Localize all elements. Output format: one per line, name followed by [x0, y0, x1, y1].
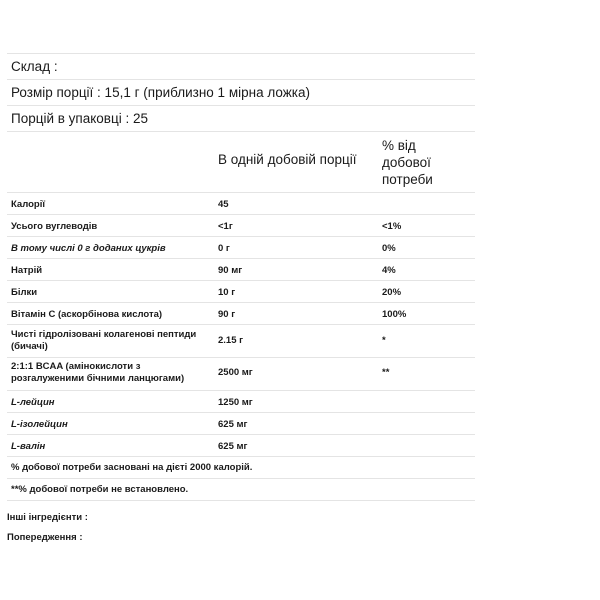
footnote-daily-value: % добової потреби засновані на дієті 2000 калорій. [7, 456, 475, 478]
nutrient-amount: 0 г [218, 243, 230, 254]
composition-label: Склад : [7, 53, 475, 79]
table-row [7, 357, 475, 390]
nutrient-daily-value: * [382, 335, 386, 346]
nutrient-daily-value: 20% [382, 287, 402, 298]
nutrient-name: L-лейцин [11, 397, 55, 408]
footnote-not-established: **% добової потреби не встановлено. [7, 478, 475, 501]
nutrient-amount: 90 мг [218, 265, 243, 276]
nutrient-daily-value: 0% [382, 243, 396, 254]
daily-value-header-line: потреби [382, 172, 433, 187]
nutrient-name: Вітамін С (аскорбінова кислота) [11, 309, 163, 320]
table-row [7, 236, 475, 258]
nutrient-name: Натрій [11, 265, 43, 276]
nutrient-daily-value: 100% [382, 309, 407, 320]
nutrient-amount: 625 мг [218, 419, 248, 430]
column-header-daily-value [382, 137, 462, 188]
table-row [7, 390, 475, 412]
nutrient-daily-value: 4% [382, 265, 396, 276]
nutrient-name: Усього вуглеводів [11, 221, 98, 232]
nutrient-amount: 10 г [218, 287, 236, 298]
nutrient-amount: 2.15 г [218, 335, 244, 346]
nutrient-name: Чисті гідролізовані колагенові пептиди (бичачі) [11, 329, 197, 352]
nutrient-amount: 90 г [218, 309, 236, 320]
nutrient-daily-value: ** [382, 367, 390, 378]
serving-size: Розмір порції : 15,1 г (приблизно 1 мірна ложка) [7, 79, 475, 105]
nutrient-name: L-валін [11, 441, 46, 452]
table-row [7, 434, 475, 456]
nutrient-name: 2:1:1 BCAA (амінокислоти з розгалуженими бічними ланцюгами) [11, 361, 185, 384]
table-row [7, 412, 475, 434]
table-row [7, 280, 475, 302]
servings-per-container: Порцій в упаковці : 25 [7, 105, 475, 131]
nutrition-facts-panel [7, 53, 475, 501]
other-ingredients-label: Інші інгредієнти : [7, 512, 88, 523]
nutrient-amount: <1г [218, 221, 233, 232]
table-row [7, 258, 475, 280]
table-row [7, 324, 475, 357]
nutrient-name: Білки [11, 287, 38, 298]
nutrient-amount: 45 [218, 199, 229, 210]
nutrient-amount: 2500 мг [218, 367, 253, 378]
nutrient-name: L-ізолейцин [11, 419, 68, 430]
warnings-label: Попередження : [7, 532, 83, 543]
nutrient-name: В тому числі 0 г доданих цукрів [11, 243, 166, 254]
table-row [7, 302, 475, 324]
nutrient-daily-value: <1% [382, 221, 402, 232]
daily-value-header-line: % від [382, 138, 416, 153]
nutrient-amount: 1250 мг [218, 397, 253, 408]
nutrient-amount: 625 мг [218, 441, 248, 452]
table-row [7, 214, 475, 236]
column-header-daily-serving: В одній добовій порції [218, 152, 357, 167]
nutrient-name: Калорії [11, 199, 46, 210]
table-header [7, 131, 475, 192]
table-row [7, 192, 475, 214]
daily-value-header-line: добової [382, 155, 431, 170]
